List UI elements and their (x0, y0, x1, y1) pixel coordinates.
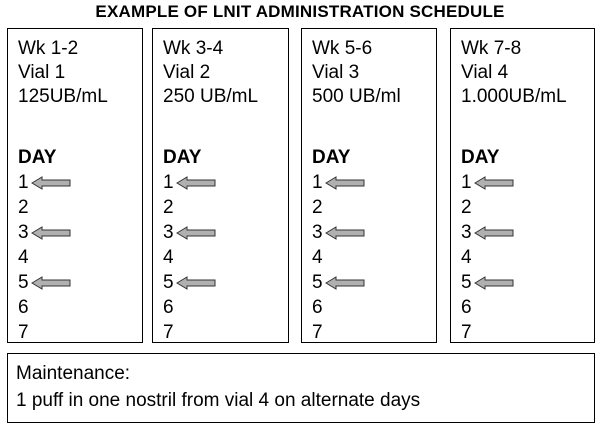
day-row (312, 295, 350, 320)
vial-label: Vial 3 (312, 62, 360, 83)
week-label: Wk 7-8 (461, 38, 522, 59)
day-number: 7 (163, 322, 174, 343)
day-list (18, 146, 56, 345)
maintenance-heading: Maintenance: (16, 363, 131, 384)
day-number: 5 (163, 272, 174, 293)
day-row (163, 195, 201, 220)
day-number: 1 (163, 172, 174, 193)
day-row (461, 320, 499, 345)
column-header (312, 37, 401, 109)
week-column-4 (450, 28, 595, 343)
day-number: 6 (163, 297, 174, 318)
day-row (461, 245, 499, 270)
day-row (312, 270, 350, 295)
vial-label: Vial 4 (461, 62, 509, 83)
day-row (163, 245, 201, 270)
day-number: 2 (461, 197, 472, 218)
day-row (312, 170, 350, 195)
day-number: 2 (18, 197, 29, 218)
schedule-title: EXAMPLE OF LNIT ADMINISTRATION SCHEDULE (95, 2, 505, 21)
day-number: 4 (163, 247, 174, 268)
dose-arrow-icon (31, 226, 71, 240)
dose-arrow-icon (474, 226, 514, 240)
dose-label: 125UB/mL (18, 86, 108, 107)
day-number: 3 (18, 222, 29, 243)
day-list (312, 146, 350, 345)
dose-arrow-icon (325, 276, 365, 290)
dose-arrow-icon (325, 226, 365, 240)
dose-arrow-icon (31, 176, 71, 190)
day-row (312, 320, 350, 345)
column-header (461, 37, 567, 109)
day-number: 1 (18, 172, 29, 193)
column-header (163, 37, 258, 109)
day-row (163, 270, 201, 295)
day-row (461, 195, 499, 220)
week-label: Wk 3-4 (163, 38, 224, 59)
day-number: 5 (312, 272, 323, 293)
column-header (18, 37, 108, 109)
day-row (461, 270, 499, 295)
week-label: Wk 1-2 (18, 38, 79, 59)
day-row (18, 220, 56, 245)
day-row (18, 195, 56, 220)
day-row (461, 295, 499, 320)
day-row (163, 295, 201, 320)
day-row (18, 295, 56, 320)
day-heading: DAY (461, 147, 500, 168)
day-row (18, 270, 56, 295)
day-list (461, 146, 499, 345)
maintenance-box (7, 353, 595, 423)
day-number: 6 (461, 297, 472, 318)
dose-label: 500 UB/ml (312, 86, 401, 107)
day-row (163, 170, 201, 195)
day-row (18, 170, 56, 195)
day-number: 5 (18, 272, 29, 293)
day-row (312, 245, 350, 270)
day-number: 2 (163, 197, 174, 218)
vial-label: Vial 1 (18, 62, 66, 83)
week-label: Wk 5-6 (312, 38, 373, 59)
dose-arrow-icon (31, 276, 71, 290)
maintenance-text: 1 puff in one nostril from vial 4 on alternate days (16, 390, 421, 411)
week-column-3 (301, 28, 437, 343)
day-number: 1 (461, 172, 472, 193)
dose-arrow-icon (474, 176, 514, 190)
week-column-2 (152, 28, 289, 343)
day-row (163, 320, 201, 345)
day-row (18, 245, 56, 270)
day-row (461, 220, 499, 245)
dose-label: 250 UB/mL (163, 86, 259, 107)
day-row (163, 220, 201, 245)
day-number: 6 (312, 297, 323, 318)
day-heading: DAY (163, 147, 202, 168)
day-number: 4 (461, 247, 472, 268)
day-number: 1 (312, 172, 323, 193)
day-number: 7 (312, 322, 323, 343)
week-column-1 (7, 28, 143, 343)
dose-label: 1.000UB/mL (461, 86, 567, 107)
day-list (163, 146, 201, 345)
day-number: 3 (461, 222, 472, 243)
dose-arrow-icon (176, 226, 216, 240)
day-number: 7 (461, 322, 472, 343)
day-number: 4 (18, 247, 29, 268)
day-number: 4 (312, 247, 323, 268)
day-number: 5 (461, 272, 472, 293)
dose-arrow-icon (176, 276, 216, 290)
day-number: 3 (312, 222, 323, 243)
vial-label: Vial 2 (163, 62, 211, 83)
day-number: 7 (18, 322, 29, 343)
day-row (18, 320, 56, 345)
day-heading: DAY (312, 147, 351, 168)
day-number: 3 (163, 222, 174, 243)
day-heading: DAY (18, 147, 57, 168)
dose-arrow-icon (176, 176, 216, 190)
dose-arrow-icon (325, 176, 365, 190)
day-number: 6 (18, 297, 29, 318)
day-row (312, 195, 350, 220)
dose-arrow-icon (474, 276, 514, 290)
day-row (461, 170, 499, 195)
day-number: 2 (312, 197, 323, 218)
day-row (312, 220, 350, 245)
